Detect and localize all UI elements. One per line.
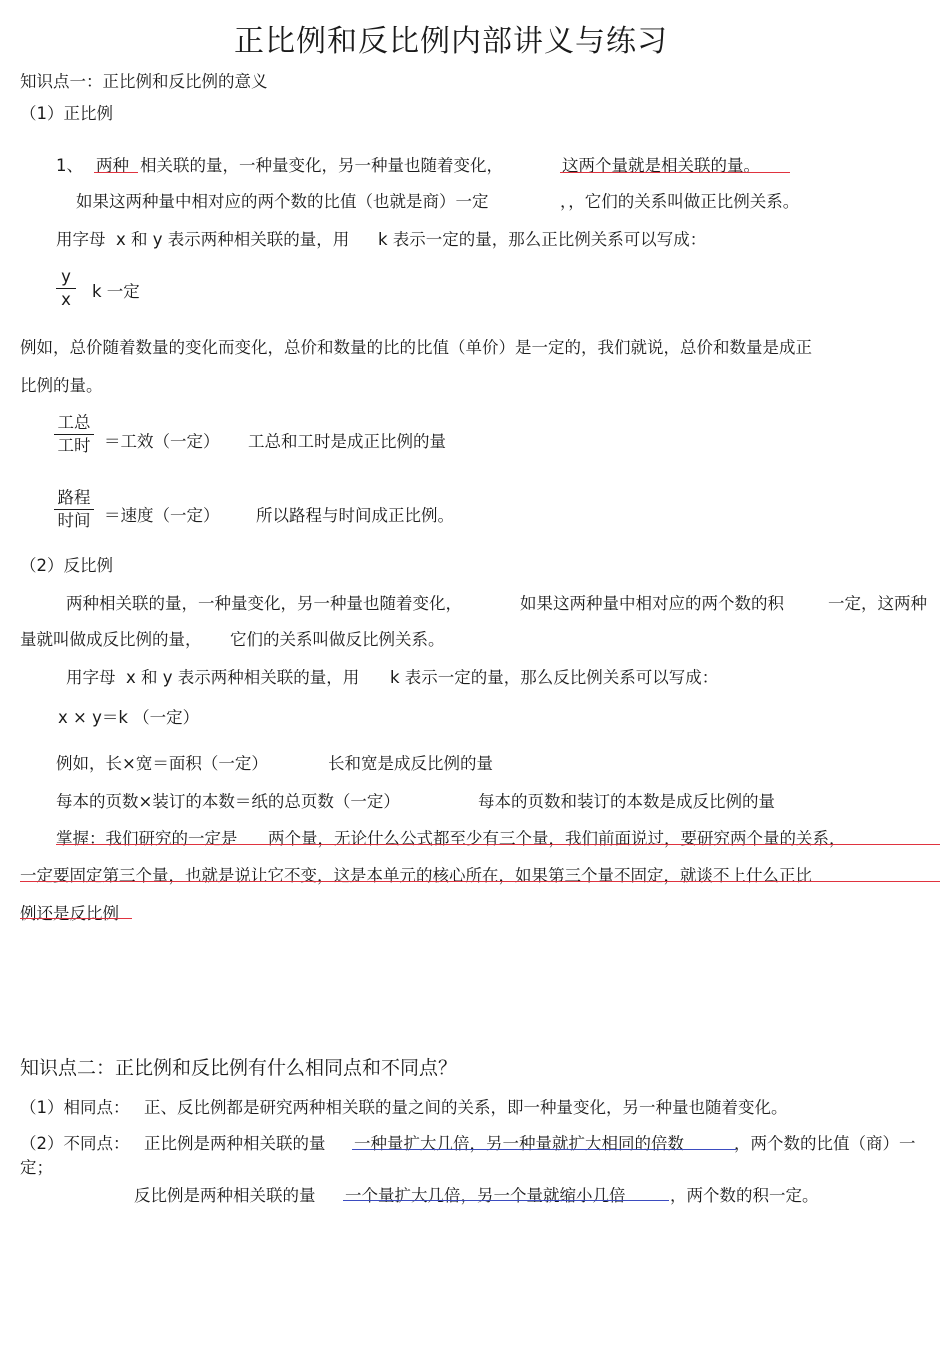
- example-text-line1: 例如，总价随着数量的变化而变化，总价和数量的比的比值（单价）是一定的，我们就说，总价和数量是成正: [20, 338, 812, 357]
- diff-inverse-c: ，两个数的积一定。: [670, 1186, 819, 1205]
- diff-direct-d: 定；: [20, 1158, 53, 1177]
- fraction-numerator: y: [61, 267, 71, 286]
- inverse-example-area-note: 长和宽是成反比例的量: [328, 754, 493, 773]
- inverse-text-b: 如果这两种量中相对应的两个数的积: [520, 594, 784, 613]
- master-text-b: 两个量，无论什么公式都至少有三个量，我们前面说过，要研究两个量的关系，: [268, 829, 846, 848]
- diff-label: （2）不同点：: [20, 1134, 130, 1153]
- diff-direct-b: 一种量扩大几倍，另一种量就扩大相同的倍数: [354, 1134, 684, 1153]
- diff-direct-c: ，两个数的比值（商）一: [734, 1134, 916, 1153]
- master-text-line2: 一定要固定第三个量，也就是说让它不变，这是本单元的核心所在，如果第三个量不固定，就谈不上什么正比: [20, 866, 812, 885]
- red-underline: [20, 918, 132, 919]
- red-underline: [94, 172, 138, 173]
- fraction-numerator: 路程: [57, 488, 91, 507]
- text-k-constant: k 表示一定的量，那么反比例关系可以写成：: [390, 668, 719, 687]
- text-two-kinds: 两种: [96, 156, 129, 175]
- fraction-y-over-x: [56, 266, 76, 311]
- inverse-formula: x × y＝k （一定）: [58, 708, 200, 727]
- inverse-text-d: 量就叫做成反比例的量，: [20, 630, 202, 649]
- fraction-numerator: 工总: [57, 413, 91, 432]
- item-number: 1、: [56, 156, 83, 175]
- section2-heading: 知识点二：正比例和反比例有什么相同点和不同点？: [20, 1057, 458, 1079]
- inverse-text-e: 它们的关系叫做反比例关系。: [230, 630, 445, 649]
- note-work-proportional: 工总和工时是成正比例的量: [248, 432, 446, 451]
- fraction-work-total-over-hours: [54, 412, 94, 457]
- fraction-distance-over-time: [54, 487, 94, 532]
- formula-speed: ＝速度（一定）: [104, 506, 220, 525]
- diff-inverse-a: 反比例是两种相关联的量: [134, 1186, 316, 1205]
- text-xy: x 和 y 表示两种相关联的量，用: [116, 230, 350, 249]
- master-text-line3: 例还是反比例: [20, 904, 119, 923]
- text-definition: 这两个量就是相关联的量。: [562, 156, 760, 175]
- inverse-example-pages-note: 每本的页数和装订的本数是成反比例的量: [478, 792, 775, 811]
- sub-heading-inverse: （2）反比例: [20, 556, 113, 575]
- same-text: 正、反比例都是研究两种相关联的量之间的关系，即一种量变化，另一种量也随着变化。: [144, 1098, 788, 1117]
- inverse-text-c: 一定，这两种: [828, 594, 927, 613]
- fraction-denominator: x: [61, 290, 71, 309]
- note-distance-proportional: 所以路程与时间成正比例。: [256, 506, 454, 525]
- formula-efficiency: ＝工效（一定）: [104, 432, 220, 451]
- inverse-example-area: 例如，长×宽＝面积（一定）: [56, 754, 268, 773]
- text-letters: 用字母: [66, 668, 116, 687]
- example-text-line2: 比例的量。: [20, 376, 103, 395]
- text-direct-relation: ，，它们的关系叫做正比例关系。: [560, 192, 800, 211]
- diff-direct-a: 正比例是两种相关联的量: [144, 1134, 326, 1153]
- blue-underline: [352, 1149, 736, 1150]
- red-underline: [56, 844, 940, 845]
- text-related-quantities: 相关联的量，一种量变化，另一种量也随着变化，: [140, 156, 503, 175]
- same-label: （1）相同点：: [20, 1098, 130, 1117]
- section1-heading: 知识点一：正比例和反比例的意义: [20, 72, 268, 91]
- text-k-constant: k 表示一定的量，那么正比例关系可以写成：: [378, 230, 707, 249]
- red-underline: [560, 172, 790, 173]
- inverse-example-pages: 每本的页数×装订的本数＝纸的总页数（一定）: [56, 792, 400, 811]
- fraction-denominator: 时间: [57, 511, 91, 530]
- sub-heading-direct: （1）正比例: [20, 104, 113, 123]
- red-underline: [20, 881, 940, 882]
- inverse-text-a: 两种相关联的量，一种量变化，另一种量也随着变化，: [66, 594, 462, 613]
- text-letters: 用字母: [56, 230, 106, 249]
- blue-underline: [343, 1200, 669, 1201]
- text-ratio-constant: 如果这两种量中相对应的两个数的比值（也就是商）一定: [76, 192, 489, 211]
- formula-k-constant: k 一定: [92, 282, 140, 301]
- text-xy: x 和 y 表示两种相关联的量，用: [126, 668, 360, 687]
- page-title: 正比例和反比例内部讲义与练习: [234, 24, 668, 59]
- master-text-a: 掌握：我们研究的一定是: [56, 829, 238, 848]
- diff-inverse-b: 一个量扩大几倍，另一个量就缩小几倍: [345, 1186, 626, 1205]
- fraction-denominator: 工时: [57, 436, 91, 455]
